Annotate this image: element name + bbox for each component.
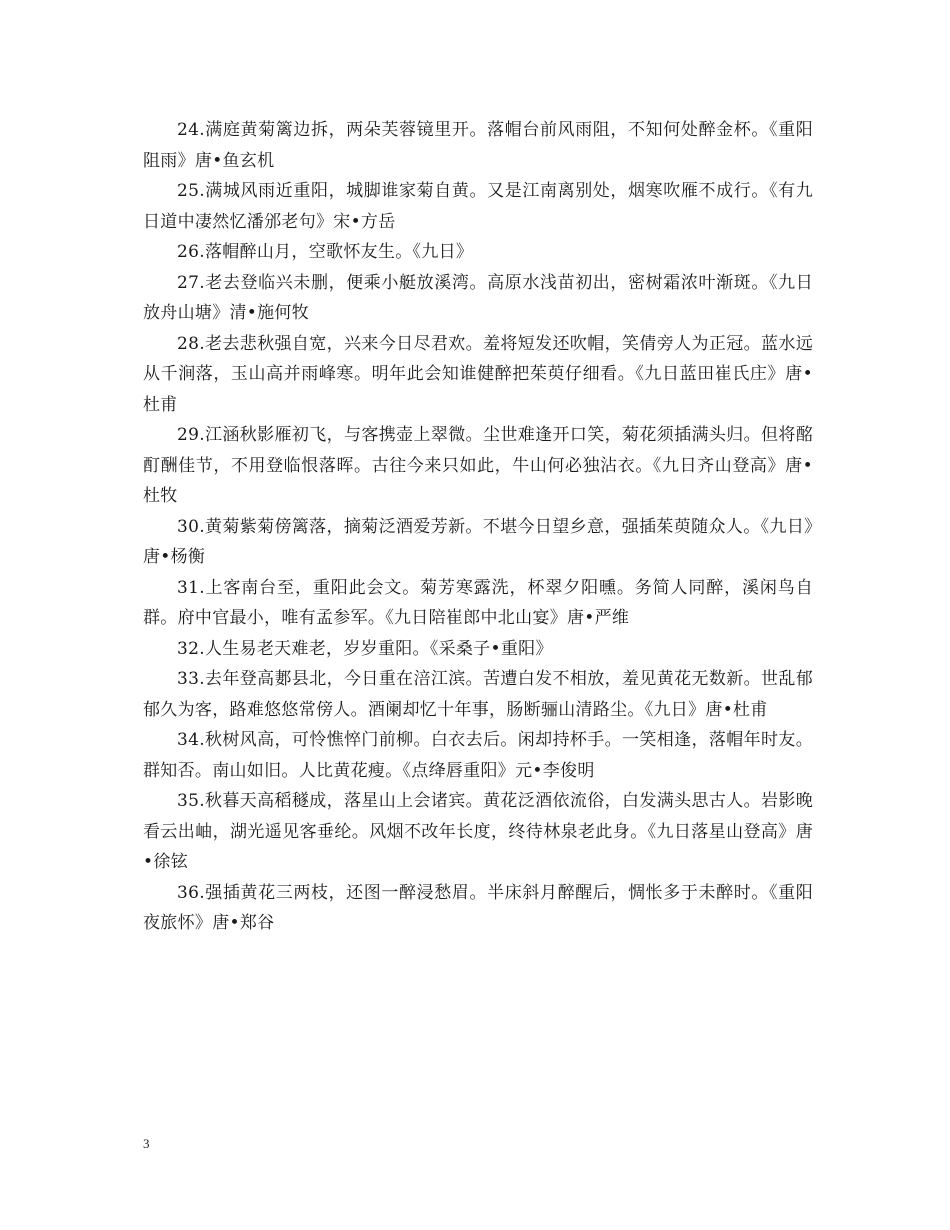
poem-entry-25 (143, 176, 813, 237)
entry-number: 35. (177, 791, 205, 811)
entry-text: 满庭黄菊篱边拆，两朵芙蓉镜里开。落帽台前风雨阻，不知何处醉金杯。《重阳阻雨》唐•鱼玄机 (143, 120, 813, 171)
poem-entry-27 (143, 268, 813, 329)
poem-entry-32 (143, 634, 813, 665)
poem-entry-34 (143, 725, 813, 786)
poem-entry-24 (143, 115, 813, 176)
poem-entry-26 (143, 237, 813, 268)
entry-number: 27. (177, 272, 205, 293)
entry-text: 满城风雨近重阳，城脚谁家菊自黄。又是江南离别处，烟寒吹雁不成行。《有九日道中凄然忆潘邠老句》宋•方岳 (143, 181, 813, 232)
entry-text: 老去登临兴未删，便乘小艇放溪湾。高原水浅苗初出，密树霜浓叶渐斑。《九日放舟山塘》清•施何牧 (143, 272, 813, 323)
entry-number: 24. (177, 120, 205, 140)
entry-number: 29. (177, 425, 205, 445)
poem-entry-31 (143, 573, 813, 634)
poem-entry-36 (143, 878, 813, 939)
poem-entry-33 (143, 664, 813, 725)
entry-number: 33. (177, 669, 205, 689)
entry-text: 秋树风高，可怜憔悴门前柳。白衣去后。闲却持杯手。一笑相逢，落帽年时友。群知否。南山如旧。人比黄花瘦。《点绛唇重阳》元•李俊明 (143, 730, 813, 781)
poem-entry-28 (143, 329, 813, 421)
entry-text: 老去悲秋强自宽，兴来今日尽君欢。羞将短发还吹帽，笑倩旁人为正冠。蓝水远从千涧落，玉山高并雨峰寒。明年此会知谁健醉把茱萸仔细看。《九日蓝田崔氏庄》唐•杜甫 (143, 333, 813, 415)
poem-entry-29 (143, 420, 813, 512)
entry-number: 32. (177, 638, 205, 659)
poem-list (143, 115, 813, 939)
entry-text: 江涵秋影雁初飞，与客携壶上翠微。尘世难逢开口笑，菊花须插满头归。但将酩酊酬佳节，不用登临恨落晖。古往今来只如此，牛山何必独沾衣。《九日齐山登高》唐•杜牧 (143, 425, 813, 506)
poem-entry-30 (143, 512, 813, 573)
entry-text: 黄菊紫菊傍篱落，摘菊泛酒爱芳新。不堪今日望乡意，强插茱萸随众人。《九日》唐•杨衡 (143, 516, 813, 567)
entry-number: 30. (177, 516, 205, 537)
entry-number: 26. (177, 242, 205, 262)
entry-text: 去年登高郪县北，今日重在涪江滨。苦遭白发不相放，羞见黄花无数新。世乱郁郁久为客，路难悠悠常傍人。酒阑却忆十年事，肠断骊山清路尘。《九日》唐•杜甫 (143, 669, 813, 720)
entry-text: 秋暮天高稻穟成，落星山上会诸宾。黄花泛酒依流俗，白发满头思古人。岩影晚看云出岫，湖光遥见客垂纶。风烟不改年长度，终待林泉老此身。《九日落星山登高》唐•徐铉 (143, 791, 813, 872)
entry-text: 上客南台至，重阳此会文。菊芳寒露洗，杯翠夕阳曛。务简人同醉，溪闲鸟自群。府中官最小，唯有孟参军。《九日陪崔郎中北山宴》唐•严维 (143, 577, 813, 628)
entry-number: 28. (177, 333, 205, 354)
page-number: 3 (143, 1136, 150, 1151)
poem-entry-35 (143, 786, 813, 878)
entry-text: 强插黄花三两枝，还图一醉浸愁眉。半床斜月醉醒后，惆怅多于未醉时。《重阳夜旅怀》唐•郑谷 (143, 882, 813, 933)
entry-text: 人生易老天难老，岁岁重阳。《采桑子•重阳》 (204, 638, 553, 659)
entry-number: 34. (177, 730, 205, 750)
entry-text: 落帽醉山月，空歌怀友生。《九日》 (204, 242, 474, 262)
entry-number: 25. (177, 181, 205, 201)
entry-number: 36. (177, 882, 205, 903)
entry-number: 31. (177, 577, 205, 598)
